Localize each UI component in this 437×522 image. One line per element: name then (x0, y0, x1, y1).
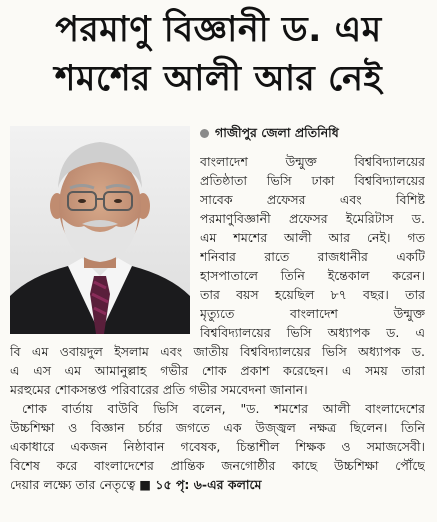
article-line: পরমাণুবিজ্ঞানী প্রফেসর ইমেরিটাস ড. (200, 211, 425, 226)
byline-text: গাজীপুর জেলা প্রতিনিধি (215, 125, 339, 140)
article-line: সাবেক প্রফেসর এবং বিশিষ্ট (200, 192, 425, 207)
headline-line-2: শমশের আলী আর নেই (54, 59, 383, 99)
article-line: একাধারে একজন নিষ্ঠাবান গবেষক, চিন্তাশীল শিক্ষক ও সমাজসেবী। (10, 439, 425, 454)
headline-line-1: পরমাণু বিজ্ঞানী ড. এম (55, 10, 382, 50)
article-line: দেয়ার লক্ষ্যে তার নেতৃত্বে (10, 477, 136, 492)
article-line: শনিবার রাতে রাজধানীর একটি (200, 249, 425, 264)
article-line: উচ্চশিক্ষা ও বিজ্ঞান চর্চার জগতে এক উজ্জ্বল নক্ষত্র ছিলেন। তিনি (10, 420, 425, 435)
continuation-link[interactable]: ■ ১৫ পৃ: ৬-এর কলামে (139, 477, 262, 492)
article-line: মৃত্যুতে বাংলাদেশ উন্মুক্ত (200, 306, 425, 321)
article-line: মরহুমের শোকসন্তপ্ত পরিবারের প্রতি গভীর সমবেদনা জানান। (10, 382, 308, 397)
portrait-photo (10, 126, 190, 334)
article-line: হাসপাতালে তিনি ইন্তেকাল করেন। (200, 268, 425, 283)
article-last-line (10, 476, 425, 493)
article-line: তার বয়স হয়েছিল ৮৭ বছর। তার (200, 287, 425, 302)
bullet-dot-icon (200, 129, 209, 138)
article-line: এ এস এম আমানুল্লাহ গভীর শোক প্রকাশ করেছেন। এ সময় তারা (10, 363, 425, 378)
article-line: বি এম ওবায়দুল ইসলাম এবং জাতীয় বিশ্ববিদ্যালয়ের ভিসি অধ্যাপক ড. (10, 344, 425, 359)
article-line: প্রতিষ্ঠাতা ভিসি ঢাকা বিশ্ববিদ্যালয়ের (200, 173, 425, 188)
article-line: এম শমশের আলী আর নেই। গত (200, 230, 425, 245)
article-line: বিশ্ববিদ্যালয়ের ভিসি অধ্যাপক ড. এ (200, 325, 425, 340)
article-line: শোক বার্তায় বাউবি ভিসি বলেন, "ড. শমশের আলী বাংলাদেশের (22, 401, 425, 416)
article-line: বিশেষ করে বাংলাদেশের প্রান্তিক জনগোষ্ঠীর কাছে উচ্চশিক্ষা পৌঁছে (10, 458, 425, 473)
byline (200, 122, 430, 144)
article-line: বাংলাদেশ উন্মুক্ত বিশ্ববিদ্যালয়ের (200, 154, 425, 169)
